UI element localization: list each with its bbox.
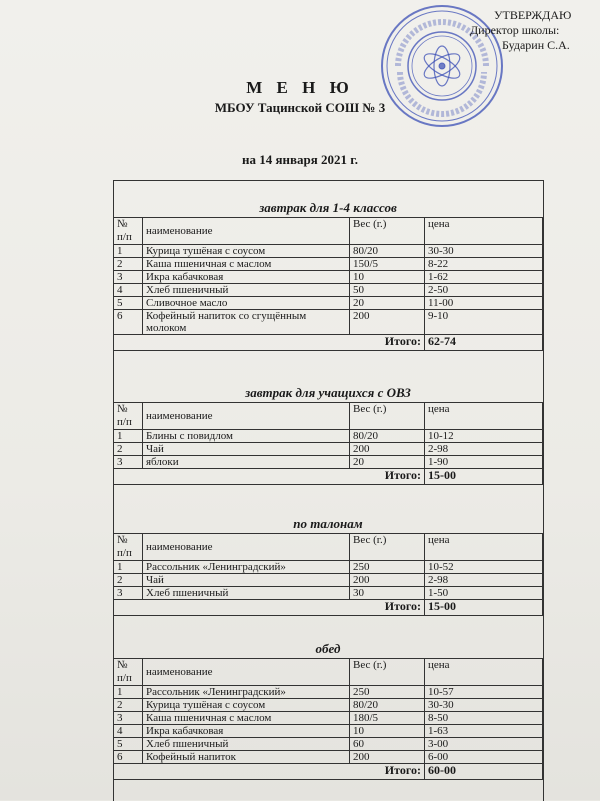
section-lunch (113, 640, 543, 780)
header-price: цена (425, 659, 543, 686)
total-label: Итого: (114, 335, 425, 351)
row-price: 9-10 (425, 310, 543, 335)
approval-block (470, 8, 600, 53)
approval-name: Бударин С.А. (502, 38, 570, 52)
row-weight: 250 (350, 561, 425, 574)
row-price: 10-57 (425, 686, 543, 699)
row-num: 2 (114, 258, 143, 271)
header-name: наименование (143, 218, 350, 245)
row-weight: 250 (350, 686, 425, 699)
header-weight: Вес (г.) (350, 659, 425, 686)
row-weight: 200 (350, 751, 425, 764)
section-title: завтрак для учащихся с ОВЗ (245, 385, 411, 400)
row-num: 3 (114, 587, 143, 600)
row-price: 6-00 (425, 751, 543, 764)
row-num: 1 (114, 561, 143, 574)
header-name: наименование (143, 659, 350, 686)
table-header (114, 403, 543, 430)
section-breakfast-ovz (113, 384, 543, 485)
row-weight: 10 (350, 271, 425, 284)
row-weight: 150/5 (350, 258, 425, 271)
row-num: 6 (114, 751, 143, 764)
row-name: Хлеб пшеничный (143, 587, 350, 600)
total-value: 15-00 (425, 469, 543, 485)
section-title: обед (315, 641, 341, 656)
row-name: Курица тушёная с соусом (143, 245, 350, 258)
row-weight: 200 (350, 443, 425, 456)
total-value: 15-00 (425, 600, 543, 616)
total-label: Итого: (114, 600, 425, 616)
row-weight: 60 (350, 738, 425, 751)
total-label: Итого: (114, 469, 425, 485)
row-num: 5 (114, 738, 143, 751)
header-num: № п/п (114, 659, 143, 686)
approval-position: Директор школы: (470, 23, 560, 37)
header-name: наименование (143, 534, 350, 561)
row-num: 2 (114, 443, 143, 456)
menu-table (113, 402, 543, 485)
table-row (114, 310, 543, 335)
section-coupons (113, 515, 543, 616)
row-name: Рассольник «Ленинградский» (143, 561, 350, 574)
menu-table (113, 533, 543, 616)
header-weight: Вес (г.) (350, 218, 425, 245)
table-row (114, 284, 543, 297)
menu-date: на 14 января 2021 г. (242, 152, 358, 167)
table-row (114, 561, 543, 574)
header-price: цена (425, 534, 543, 561)
table-row (114, 699, 543, 712)
row-num: 3 (114, 712, 143, 725)
table-row (114, 245, 543, 258)
row-price: 3-00 (425, 738, 543, 751)
row-price: 1-63 (425, 725, 543, 738)
table-header (114, 534, 543, 561)
row-price: 10-52 (425, 561, 543, 574)
menu-table (113, 217, 543, 351)
row-price: 2-98 (425, 443, 543, 456)
row-weight: 80/20 (350, 430, 425, 443)
row-weight: 80/20 (350, 245, 425, 258)
row-name: Каша пшеничная с маслом (143, 712, 350, 725)
row-weight: 20 (350, 456, 425, 469)
document-title: М Е Н Ю (246, 78, 354, 97)
section-title: по талонам (293, 516, 363, 531)
row-name: Блины с повидлом (143, 430, 350, 443)
menu-table (113, 658, 543, 780)
row-price: 2-50 (425, 284, 543, 297)
total-row (114, 600, 543, 616)
header-price: цена (425, 218, 543, 245)
school-name: МБОУ Тацинской СОШ № 3 (214, 100, 386, 115)
header-num: № п/п (114, 218, 143, 245)
row-price: 1-90 (425, 456, 543, 469)
row-num: 3 (114, 456, 143, 469)
row-name: Рассольник «Ленинградский» (143, 686, 350, 699)
row-name: Икра кабачковая (143, 271, 350, 284)
header-num: № п/п (114, 534, 143, 561)
table-header (114, 659, 543, 686)
table-row (114, 258, 543, 271)
row-weight: 30 (350, 587, 425, 600)
row-price: 2-98 (425, 574, 543, 587)
row-name: Хлеб пшеничный (143, 284, 350, 297)
section-breakfast-1-4 (113, 199, 543, 351)
row-name: Икра кабачковая (143, 725, 350, 738)
total-value: 62-74 (425, 335, 543, 351)
row-price: 11-00 (425, 297, 543, 310)
header-price: цена (425, 403, 543, 430)
row-name: Чай (143, 443, 350, 456)
total-row (114, 469, 543, 485)
row-name: Кофейный напиток со сгущённым молоком (143, 310, 350, 335)
table-row (114, 712, 543, 725)
total-value: 60-00 (425, 764, 543, 780)
row-num: 2 (114, 574, 143, 587)
row-price: 30-30 (425, 245, 543, 258)
total-label: Итого: (114, 764, 425, 780)
row-weight: 50 (350, 284, 425, 297)
header-weight: Вес (г.) (350, 534, 425, 561)
row-num: 1 (114, 245, 143, 258)
row-name: Курица тушёная с соусом (143, 699, 350, 712)
table-row (114, 297, 543, 310)
total-row (114, 335, 543, 351)
row-name: яблоки (143, 456, 350, 469)
row-price: 8-22 (425, 258, 543, 271)
row-price: 1-50 (425, 587, 543, 600)
total-row (114, 764, 543, 780)
row-weight: 80/20 (350, 699, 425, 712)
row-price: 10-12 (425, 430, 543, 443)
approval-heading: УТВЕРЖДАЮ (494, 8, 572, 22)
row-price: 30-30 (425, 699, 543, 712)
row-weight: 200 (350, 574, 425, 587)
row-weight: 10 (350, 725, 425, 738)
row-num: 2 (114, 699, 143, 712)
row-num: 4 (114, 725, 143, 738)
row-num: 1 (114, 686, 143, 699)
row-num: 6 (114, 310, 143, 335)
row-weight: 20 (350, 297, 425, 310)
table-row (114, 751, 543, 764)
table-row (114, 456, 543, 469)
row-price: 1-62 (425, 271, 543, 284)
table-row (114, 443, 543, 456)
row-weight: 200 (350, 310, 425, 335)
row-price: 8-50 (425, 712, 543, 725)
row-name: Каша пшеничная с маслом (143, 258, 350, 271)
row-name: Кофейный напиток (143, 751, 350, 764)
header-name: наименование (143, 403, 350, 430)
table-row (114, 587, 543, 600)
row-weight: 180/5 (350, 712, 425, 725)
table-row (114, 725, 543, 738)
table-header (114, 218, 543, 245)
section-title: завтрак для 1-4 классов (259, 200, 397, 215)
table-row (114, 686, 543, 699)
row-num: 5 (114, 297, 143, 310)
table-row (114, 271, 543, 284)
row-num: 1 (114, 430, 143, 443)
header-weight: Вес (г.) (350, 403, 425, 430)
row-name: Хлеб пшеничный (143, 738, 350, 751)
row-name: Чай (143, 574, 350, 587)
table-row (114, 430, 543, 443)
header-num: № п/п (114, 403, 143, 430)
row-name: Сливочное масло (143, 297, 350, 310)
row-num: 3 (114, 271, 143, 284)
table-row (114, 574, 543, 587)
table-row (114, 738, 543, 751)
row-num: 4 (114, 284, 143, 297)
